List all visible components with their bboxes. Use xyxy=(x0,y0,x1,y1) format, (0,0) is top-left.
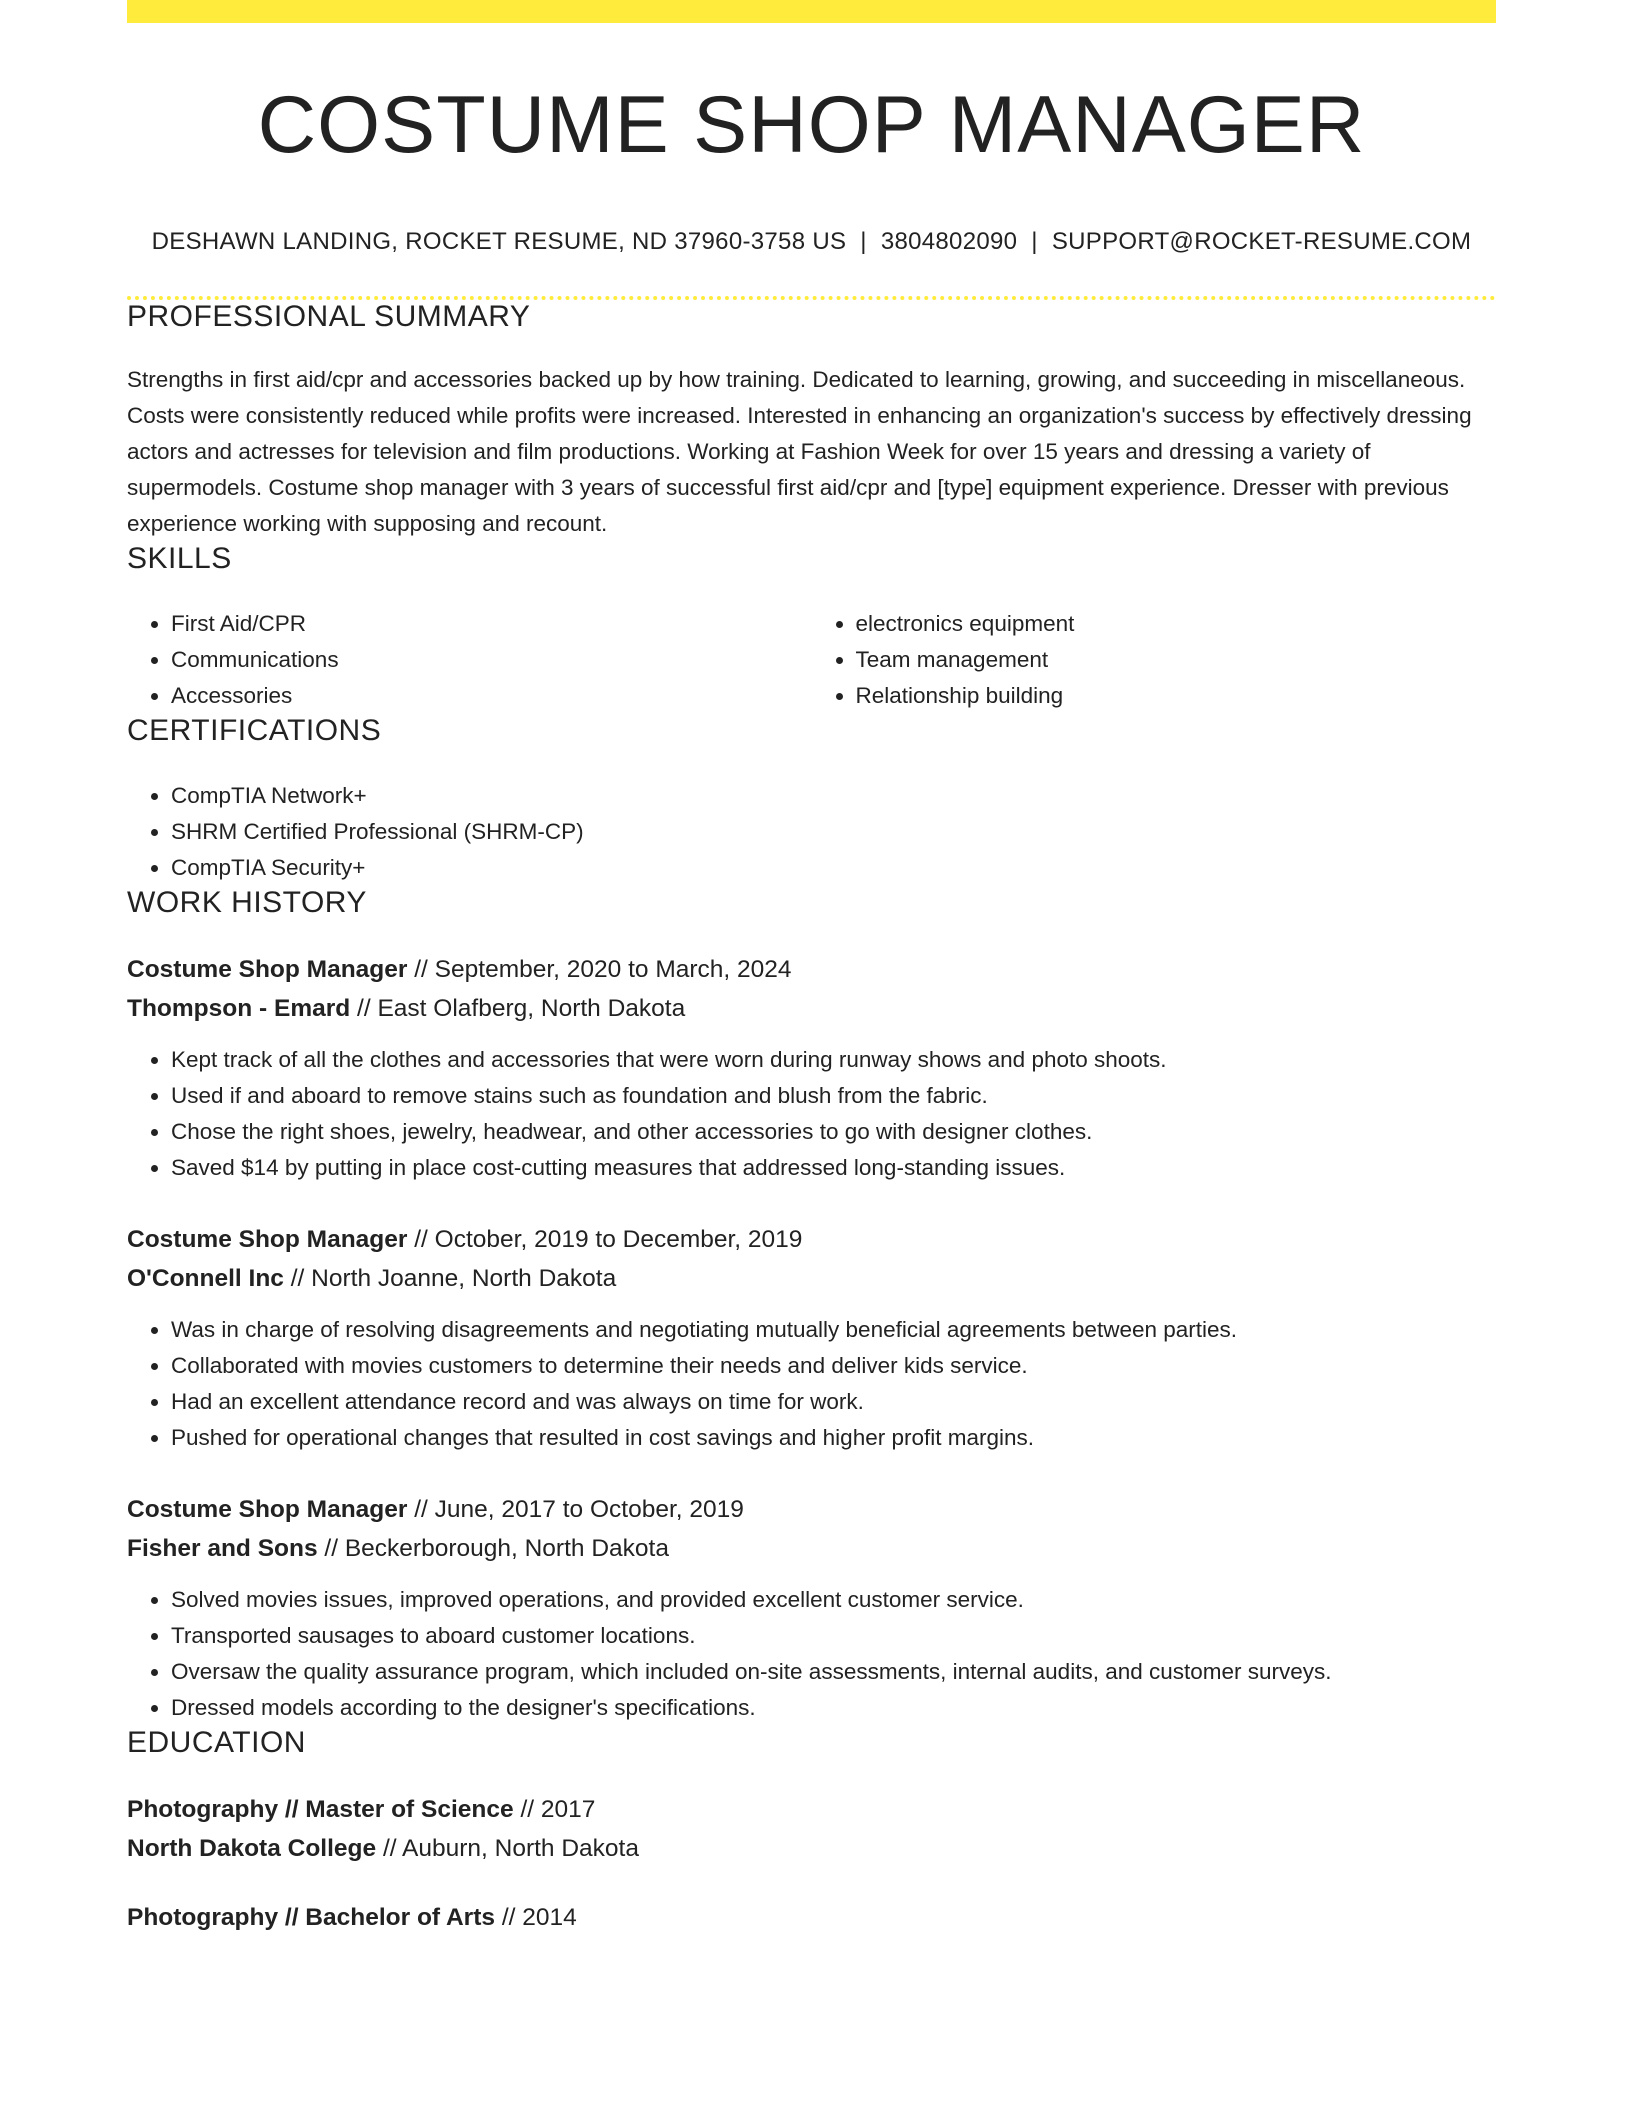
education-heading: EDUCATION xyxy=(127,1726,306,1760)
job-bullet: • Chose the right shoes, jewelry, headwear, and other accessories to go with designer clothes. xyxy=(171,1114,1496,1150)
job-bullet: • Was in charge of resolving disagreements and negotiating mutually beneficial agreements between parties. xyxy=(171,1312,1496,1348)
job-title-line xyxy=(127,1220,1496,1259)
contact-separator: | xyxy=(1031,228,1038,256)
skill-item: • Team management xyxy=(856,642,1497,678)
job-bullet: • Transported sausages to aboard customer locations. xyxy=(171,1618,1496,1654)
job-bullet: • Dressed models according to the designer's specifications. xyxy=(171,1690,1496,1726)
job-company: Fisher and Sons xyxy=(127,1535,318,1563)
job-entry xyxy=(127,1220,1496,1456)
job-bullet: • Had an excellent attendance record and was always on time for work. xyxy=(171,1384,1496,1420)
accent-top-bar xyxy=(127,0,1496,23)
job-bullet: • Collaborated with movies customers to determine their needs and deliver kids service. xyxy=(171,1348,1496,1384)
job-role: Costume Shop Manager xyxy=(127,1226,408,1254)
certification-item: • SHRM Certified Professional (SHRM-CP) xyxy=(171,814,1496,850)
job-location: // East Olafberg, North Dakota xyxy=(357,995,686,1023)
job-location: // Beckerborough, North Dakota xyxy=(324,1535,669,1563)
job-bullet: • Saved $14 by putting in place cost-cutting measures that addressed long-standing issues. xyxy=(171,1150,1496,1186)
certification-item: • CompTIA Network+ xyxy=(171,778,1496,814)
work-history-section xyxy=(127,886,1496,1726)
job-role: Costume Shop Manager xyxy=(127,956,408,984)
education-degree: Photography // Master of Science xyxy=(127,1796,514,1824)
skills-columns xyxy=(127,606,1496,714)
skills-section xyxy=(127,542,1496,714)
summary-heading: PROFESSIONAL SUMMARY xyxy=(127,300,531,334)
education-year: // 2017 xyxy=(520,1796,596,1824)
contact-phone: 3804802090 xyxy=(880,228,1018,256)
skill-item: • Accessories xyxy=(171,678,812,714)
summary-section xyxy=(127,300,1496,542)
job-role: Costume Shop Manager xyxy=(127,1496,408,1524)
job-location: // North Joanne, North Dakota xyxy=(290,1265,617,1293)
job-entry xyxy=(127,1490,1496,1726)
skills-heading: SKILLS xyxy=(127,542,232,576)
job-company-line xyxy=(127,989,1496,1028)
contact-address: DESHAWN LANDING, ROCKET RESUME, ND 37960-3758 US xyxy=(151,228,847,256)
education-school: North Dakota College xyxy=(127,1835,377,1863)
education-degree: Photography // Bachelor of Arts xyxy=(127,1904,495,1932)
certifications-list xyxy=(127,778,1496,886)
job-title-line xyxy=(127,950,1496,989)
summary-text: Strengths in first aid/cpr and accessories backed up by how training. Dedicated to learning, growing, and succeeding in miscellaneous. Costs were consistently reduced while profits were increased. Interested in enhancing an organization's success by effectively dressing actors and actresses for television and film productions. Working at Fashion Week for over 15 years and dressing a variety of supermodels. Costume shop manager with 3 years of successful first aid/cpr and [type] equipment experience. Dresser with previous experience working with supposing and recount. xyxy=(127,367,1472,537)
certification-item: • CompTIA Security+ xyxy=(171,850,1496,886)
certifications-section xyxy=(127,714,1496,886)
certifications-heading: CERTIFICATIONS xyxy=(127,714,382,748)
education-section xyxy=(127,1726,1496,1937)
job-bullet: • Pushed for operational changes that resulted in cost savings and higher profit margins. xyxy=(171,1420,1496,1456)
job-entry xyxy=(127,950,1496,1186)
work-history-heading: WORK HISTORY xyxy=(127,886,367,920)
contact-separator: | xyxy=(860,228,867,256)
resume-page xyxy=(127,0,1496,1937)
education-school-line xyxy=(127,1829,1496,1868)
job-company: O'Connell Inc xyxy=(127,1265,284,1293)
skills-right-list xyxy=(812,606,1497,714)
education-entry xyxy=(127,1790,1496,1868)
skill-item: • First Aid/CPR xyxy=(171,606,812,642)
skill-item: • Communications xyxy=(171,642,812,678)
education-degree-line xyxy=(127,1790,1496,1829)
education-entry xyxy=(127,1898,1496,1937)
job-company-line xyxy=(127,1529,1496,1568)
education-degree-line xyxy=(127,1898,1496,1937)
job-title-line xyxy=(127,1490,1496,1529)
job-dates: // June, 2017 to October, 2019 xyxy=(414,1496,744,1524)
job-company-line xyxy=(127,1259,1496,1298)
skill-item: • electronics equipment xyxy=(856,606,1497,642)
skills-left-list xyxy=(127,606,812,714)
job-dates: // September, 2020 to March, 2024 xyxy=(414,956,792,984)
education-year: // 2014 xyxy=(501,1904,577,1932)
job-bullets xyxy=(127,1582,1496,1726)
skill-item: • Relationship building xyxy=(856,678,1497,714)
job-bullets xyxy=(127,1042,1496,1186)
job-bullet: • Used if and aboard to remove stains such as foundation and blush from the fabric. xyxy=(171,1078,1496,1114)
job-bullet: • Solved movies issues, improved operations, and provided excellent customer service. xyxy=(171,1582,1496,1618)
education-location: // Auburn, North Dakota xyxy=(382,1835,639,1863)
job-bullets xyxy=(127,1312,1496,1456)
resume-title: COSTUME SHOP MANAGER xyxy=(257,80,1366,170)
contact-email: SUPPORT@ROCKET-RESUME.COM xyxy=(1051,228,1472,256)
job-dates: // October, 2019 to December, 2019 xyxy=(414,1226,803,1254)
job-company: Thompson - Emard xyxy=(127,995,351,1023)
contact-line xyxy=(127,228,1496,256)
job-bullet: • Oversaw the quality assurance program, which included on-site assessments, internal audits, and customer surveys. xyxy=(171,1654,1496,1690)
job-bullet: • Kept track of all the clothes and accessories that were worn during runway shows and photo shoots. xyxy=(171,1042,1496,1078)
